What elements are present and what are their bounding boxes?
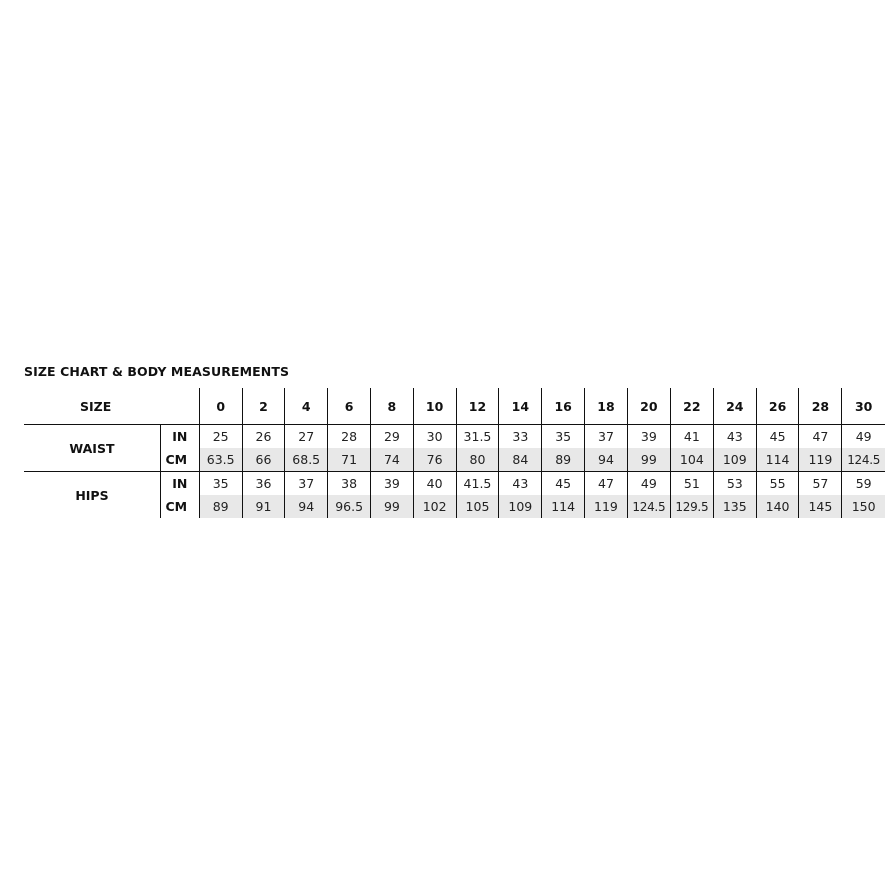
measurement-cell: 37: [585, 425, 628, 449]
measurement-cell: 119: [585, 495, 628, 518]
measurement-cell: 114: [542, 495, 585, 518]
measurement-cell: 35: [542, 425, 585, 449]
measurement-cell: 94: [585, 448, 628, 472]
measurement-cell: 129.5: [670, 495, 713, 518]
measurement-cell: 43: [713, 425, 756, 449]
size-header-label: SIZE: [24, 388, 199, 425]
measurement-cell: 25: [199, 425, 242, 449]
measurement-cell: 89: [542, 448, 585, 472]
unit-label-in: IN: [160, 472, 199, 496]
measurement-cell: 140: [756, 495, 799, 518]
measurement-cell: 135: [713, 495, 756, 518]
measurement-cell: 57: [799, 472, 842, 496]
measurement-cell: 114: [756, 448, 799, 472]
measurement-cell: 89: [199, 495, 242, 518]
measurement-cell: 39: [371, 472, 414, 496]
size-header-row: [24, 388, 885, 425]
size-header-cell: 10: [413, 388, 456, 425]
measurement-cell: 109: [499, 495, 542, 518]
measurement-cell: 26: [242, 425, 285, 449]
measurement-cell: 49: [627, 472, 670, 496]
size-header-cell: 8: [371, 388, 414, 425]
size-header-cell: 24: [713, 388, 756, 425]
size-header-cell: 26: [756, 388, 799, 425]
measurement-cell: 124.5: [627, 495, 670, 518]
measurement-cell: 91: [242, 495, 285, 518]
measurement-cell: 36: [242, 472, 285, 496]
size-header-cell: 20: [627, 388, 670, 425]
measurement-cell: 27: [285, 425, 328, 449]
measurement-cell: 45: [542, 472, 585, 496]
measurement-cell: 150: [842, 495, 885, 518]
size-header-cell: 12: [456, 388, 499, 425]
measurement-cell: 33: [499, 425, 542, 449]
waist-in-row: [24, 425, 885, 449]
measurement-cell: 30: [413, 425, 456, 449]
measurement-cell: 47: [585, 472, 628, 496]
measurement-cell: 96.5: [328, 495, 371, 518]
size-header-cell: 6: [328, 388, 371, 425]
measurement-cell: 109: [713, 448, 756, 472]
waist-section-label: WAIST: [24, 425, 160, 472]
measurement-cell: 68.5: [285, 448, 328, 472]
measurement-cell: 43: [499, 472, 542, 496]
measurement-cell: 53: [713, 472, 756, 496]
size-header-cell: 22: [670, 388, 713, 425]
measurement-cell: 80: [456, 448, 499, 472]
size-chart-table: [24, 388, 885, 518]
measurement-cell: 37: [285, 472, 328, 496]
measurement-cell: 51: [670, 472, 713, 496]
measurement-cell: 99: [627, 448, 670, 472]
measurement-cell: 49: [842, 425, 885, 449]
measurement-cell: 41: [670, 425, 713, 449]
measurement-cell: 29: [371, 425, 414, 449]
hips-section-label: HIPS: [75, 487, 109, 503]
measurement-cell: 145: [799, 495, 842, 518]
measurement-cell: 99: [371, 495, 414, 518]
measurement-cell: 63.5: [199, 448, 242, 472]
measurement-cell: 74: [371, 448, 414, 472]
measurement-cell: 71: [328, 448, 371, 472]
size-chart-title: SIZE CHART & BODY MEASUREMENTS: [24, 364, 290, 379]
measurement-cell: 28: [328, 425, 371, 449]
measurement-cell: 102: [413, 495, 456, 518]
measurement-cell: 105: [456, 495, 499, 518]
measurement-cell: 31.5: [456, 425, 499, 449]
measurement-cell: 59: [842, 472, 885, 496]
measurement-cell: 84: [499, 448, 542, 472]
measurement-cell: 39: [627, 425, 670, 449]
size-header-cell: 14: [499, 388, 542, 425]
size-header-cell: 0: [199, 388, 242, 425]
unit-label-cm: CM: [160, 495, 199, 518]
measurement-cell: 45: [756, 425, 799, 449]
size-header-cell: 4: [285, 388, 328, 425]
unit-label-in: IN: [160, 425, 199, 449]
measurement-cell: 66: [242, 448, 285, 472]
measurement-cell: 41.5: [456, 472, 499, 496]
measurement-cell: 104: [670, 448, 713, 472]
measurement-cell: 38: [328, 472, 371, 496]
measurement-cell: 55: [756, 472, 799, 496]
measurement-cell: 94: [285, 495, 328, 518]
size-header-cell: 2: [242, 388, 285, 425]
size-header-cell: 16: [542, 388, 585, 425]
measurement-cell: 124.5: [842, 448, 885, 472]
size-header-cell: 30: [842, 388, 885, 425]
measurement-cell: 119: [799, 448, 842, 472]
measurement-cell: 40: [413, 472, 456, 496]
size-header-cell: 18: [585, 388, 628, 425]
measurement-cell: 47: [799, 425, 842, 449]
size-header-cell: 28: [799, 388, 842, 425]
unit-label-cm: CM: [160, 448, 199, 472]
hips-in-row: [24, 472, 885, 496]
measurement-cell: 76: [413, 448, 456, 472]
measurement-cell: 35: [199, 472, 242, 496]
